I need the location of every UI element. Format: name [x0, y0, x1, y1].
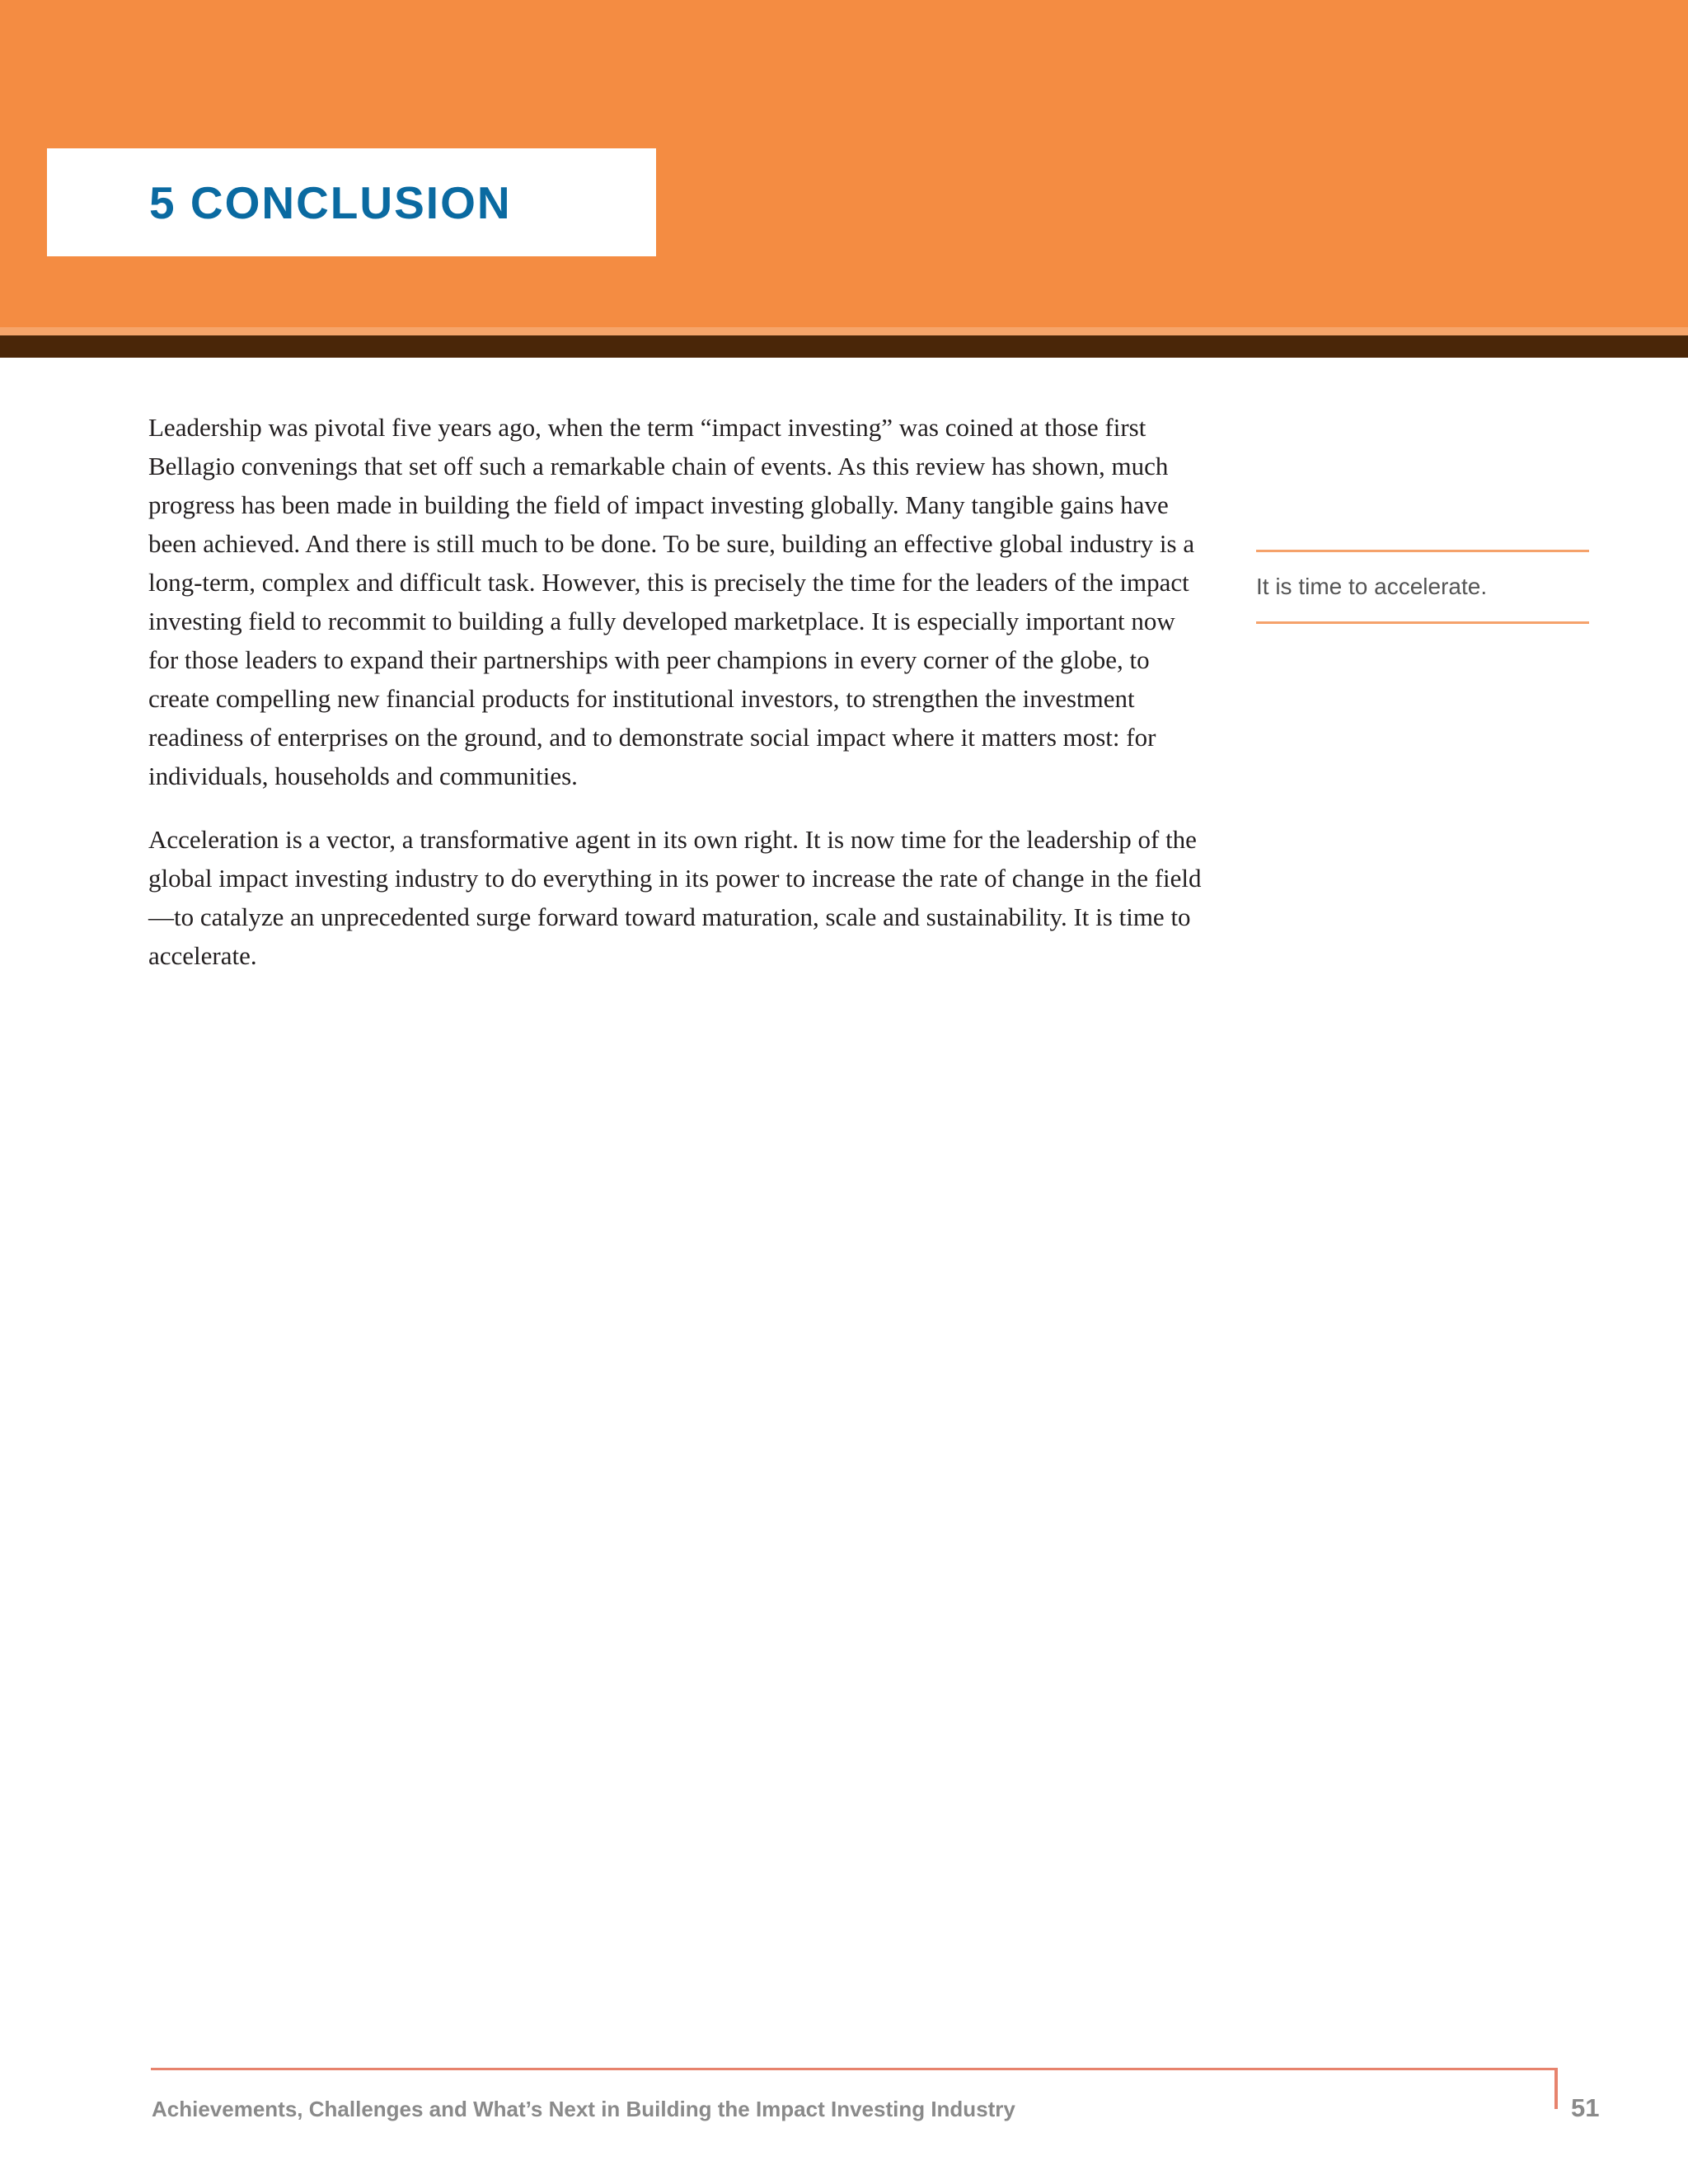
footer-rule-tick [1554, 2068, 1558, 2109]
page-number: 51 [1571, 2093, 1600, 2122]
footer-rule [151, 2068, 1557, 2070]
footer-publication-title: Achievements, Challenges and What’s Next in Building the Impact Investing Industry [152, 2097, 1015, 2121]
main-text [148, 408, 1203, 1000]
header-rule [0, 335, 1688, 358]
chapter-title-box [47, 148, 656, 256]
chapter-title: 5 CONCLUSION [149, 176, 512, 228]
header-highlight-stripe [0, 327, 1688, 335]
paragraph: Leadership was pivotal five years ago, when the term “impact investing” was coined at those first Bellagio convenings that set off such a remarkable chain of events. As this review has shown, much progress has been made in building the field of impact investing globally. Many tangible gains have been achieved. And there is still much to be done. To be sure, building an effective global industry is a long-term, complex and difficult task. However, this is precisely the time for the leaders of the impact investing field to recommit to building a fully developed marketplace. It is especially important now for those leaders to expand their partnerships with peer champions in every corner of the globe, to create compelling new financial products for institutional investors, to strengthen the investment readiness of enterprises on the ground, and to demonstrate social impact where it matters most: for individuals, households and communities. [148, 413, 1195, 790]
paragraph: Acceleration is a vector, a transformative agent in its own right. It is now time for the leadership of the global impact investing industry to do everything in its power to increase the rate of change in the field—to catalyze an unprecedented surge forward toward maturation, scale and sustainability. It is time to accelerate. [148, 825, 1202, 970]
pullquote-text: It is time to accelerate. [1256, 574, 1488, 599]
pullquote [1256, 550, 1589, 624]
